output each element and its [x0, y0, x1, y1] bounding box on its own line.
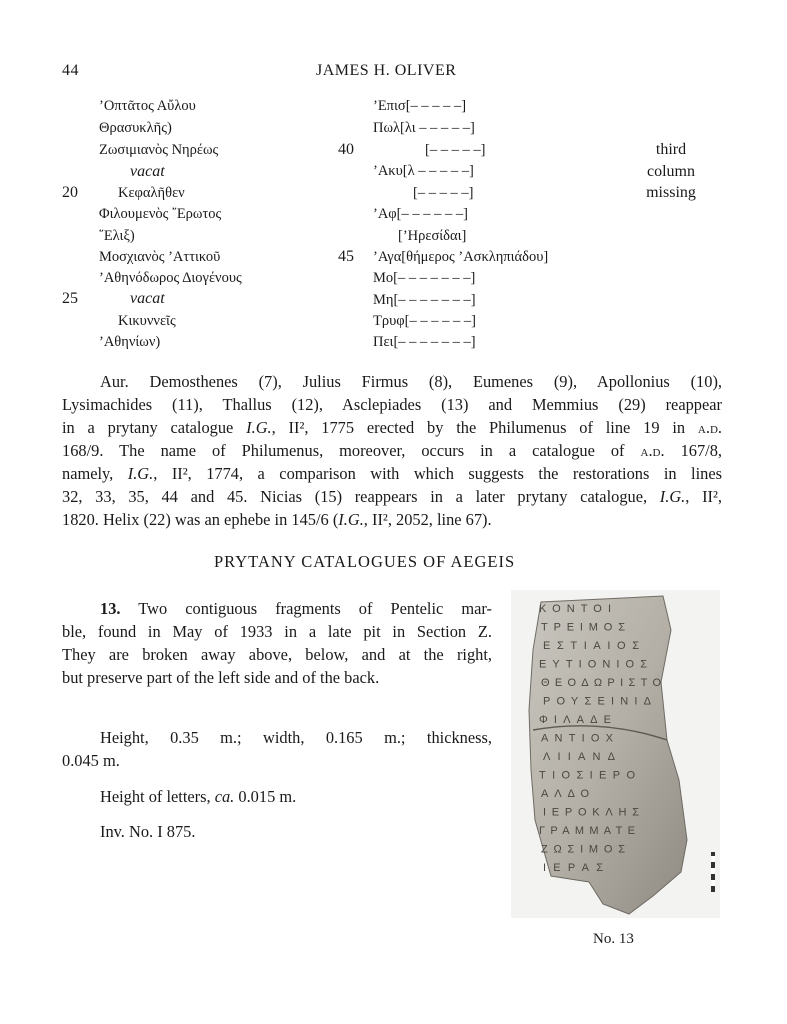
greek-line: ’Αφ[– – – – – –] [373, 206, 468, 222]
letter-height: Height of letters, ca. 0.015 m. [100, 787, 297, 806]
greek-line: ’Ακυ[λ – – – – –] [373, 163, 474, 179]
entry-dimensions [62, 726, 492, 772]
greek-line: Μη[– – – – – – –] [373, 292, 476, 308]
carved-letters: ΤΙΟΣΙΕΡΟ [539, 769, 635, 782]
carved-letters: ΤΡΕΙΜΟΣ [541, 621, 625, 634]
entry-line: Height, 0.35 m.; width, 0.165 m.; thickness, [100, 728, 492, 747]
carved-letters: ΕΥΤΙΟΝΙΟΣ [539, 658, 647, 671]
entry-line: ble, found in May of 1933 in a late pit in Section Ζ. [62, 622, 492, 641]
greek-line: ’Επισ[– – – – –] [373, 98, 467, 114]
paragraph-line: in a prytany catalogue I.G., II², 1775 erected by the Philumenus of line 19 in a.d. [62, 418, 722, 437]
carved-letters: ΙΕΡΟΚΛΗΣ [543, 806, 639, 819]
greek-line: Φιλουμενὸς ῎Ερωτος [99, 206, 222, 222]
entry-number: 13. [100, 599, 121, 618]
greek-line: Κεφαλῆθεν [118, 185, 185, 201]
greek-line: Μο[– – – – – – –] [373, 270, 476, 286]
paragraph-line: 1820. Helix (22) was an ephebe in 145/6 (I.G., II², 2052, line 67). [62, 510, 492, 529]
greek-line: ’Αγα[θήμερος ’Ασκληπιάδου] [373, 249, 549, 265]
greek-line: Ζωσιμιανὸς Νηρέως [99, 142, 219, 158]
carved-letters: ΡΟΥΣΕΙΝΙΔ [543, 695, 651, 708]
greek-line: Πει[– – – – – – –] [373, 334, 476, 350]
missing-column-note: column [647, 163, 695, 180]
carved-letters: ΦΙΛΑΔΕ [539, 714, 611, 726]
line-number: 40 [338, 141, 354, 158]
line-number: 45 [338, 248, 354, 265]
line-number: 25 [62, 290, 78, 307]
carved-letters: ΓΡΑΜΜΑΤΕ [539, 825, 635, 837]
greek-line: [– – – – –] [413, 185, 474, 201]
paragraph-line: 168/9. The name of Philumenus, moreover, occurs in a catalogue of a.d. 167/8, [62, 441, 723, 460]
greek-line: ’Αθηνόδωρος Διογένους [99, 270, 242, 286]
commentary-paragraph [62, 370, 722, 531]
missing-column-note: third [655, 141, 687, 158]
paragraph-line: Aur. Demosthenes (7), Julius Firmus (8), Eumenes (9), Apollonius (10), [100, 372, 722, 391]
entry-line: 13. Two contiguous fragments of Pentelic mar- [100, 599, 492, 618]
greek-line: Θρασυκλῆς) [99, 120, 172, 136]
carved-letters: ΑΛΔΟ [541, 788, 589, 800]
carved-letters: ΘΕΟΔΩΡΙΣΤΟ [541, 677, 661, 689]
page-number: 44 [62, 62, 79, 79]
photo-caption: No. 13 [593, 931, 634, 947]
inscription-photo [511, 590, 720, 918]
vacat-line: vacat [130, 290, 165, 307]
inventory-number: Inv. No. I 875. [100, 822, 196, 841]
greek-line: ’Οπτᾶτος Αὔλου [99, 98, 196, 114]
greek-line: Μοσχιανὸς ’Αττικοῦ [99, 249, 221, 265]
greek-line: ῞Ελιξ) [99, 228, 135, 244]
greek-line: [’Ηρεσίδαι] [398, 228, 467, 244]
paragraph-line: namely, I.G., II², 1774, a comparison with which suggests the restorations in lines [62, 464, 722, 483]
section-title: PRYTANY CATALOGUES OF AEGEIS [214, 552, 516, 571]
paragraph-line: Lysimachides (11), Thallus (12), Asclepiades (13) and Memmius (29) reappear [62, 395, 722, 414]
entry-line: but preserve part of the left side and of the back. [62, 668, 380, 687]
running-title: JAMES H. OLIVER [316, 62, 457, 79]
stone-fragment-image [511, 590, 720, 918]
greek-line: [– – – – –] [425, 142, 486, 158]
paragraph-line: 32, 33, 35, 44 and 45. Nicias (15) reappears in a later prytany catalogue, I.G., II², [62, 487, 722, 506]
carved-letters: ΙΕΡΑΣ [543, 862, 603, 874]
entry-line: They are broken away above, below, and at the right, [62, 645, 492, 664]
carved-letters: ΖΩΣΙΜΟΣ [541, 843, 625, 856]
greek-line: Πωλ[λι – – – – –] [373, 120, 475, 136]
carved-letters: ΑΝΤΙΟΧ [541, 732, 613, 745]
missing-column-note: missing [646, 184, 696, 201]
vacat-line: vacat [130, 163, 165, 180]
carved-letters: ΕΣΤΙΑΙΟΣ [543, 640, 639, 652]
entry-description [62, 597, 492, 689]
greek-line: Τρυφ[– – – – – –] [373, 313, 476, 329]
greek-line: ’Αθηνίων) [99, 334, 161, 350]
line-number: 20 [62, 184, 78, 201]
greek-line: Κικυννεῖς [118, 313, 176, 329]
carved-letters: ΛΙΙΑΝΔ [543, 751, 615, 763]
entry-line: 0.045 m. [62, 751, 120, 770]
carved-letters: ΚΟΝΤΟΙ [539, 603, 611, 615]
